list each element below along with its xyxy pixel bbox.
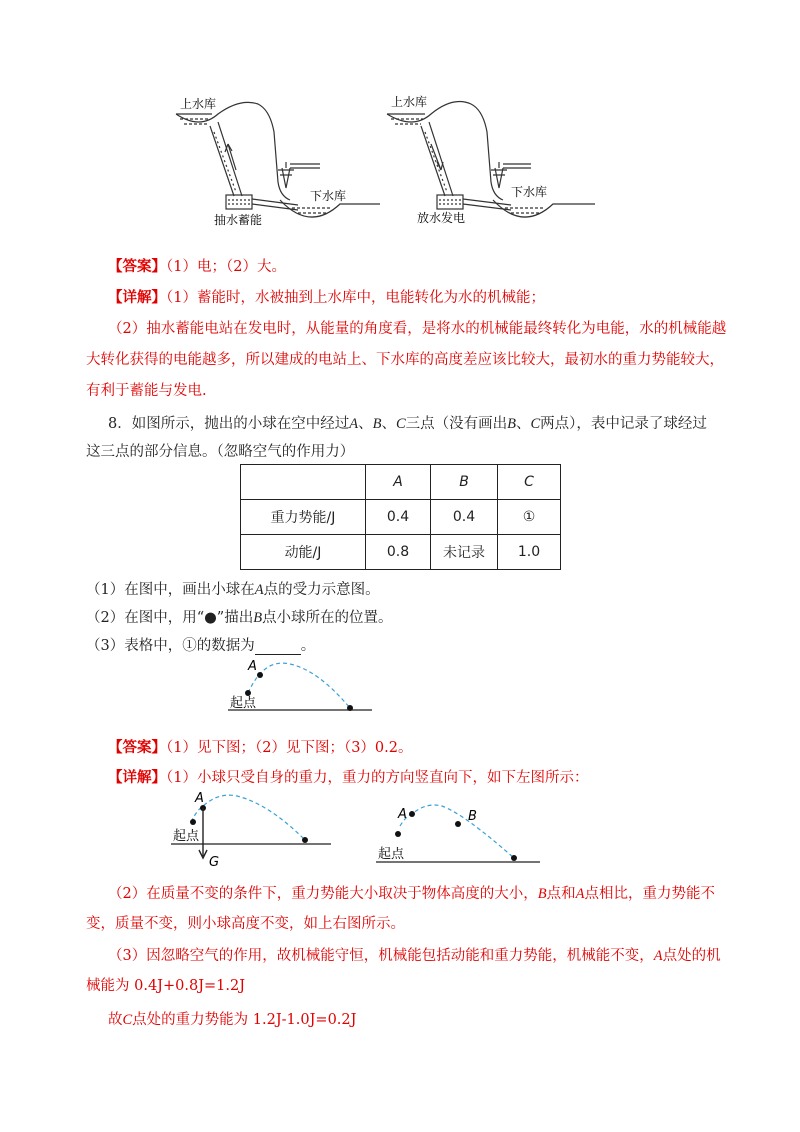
label-a: A [195, 791, 204, 806]
q8-stem-var-c: C [530, 416, 541, 432]
q8-detail-4-var-c: C [122, 1012, 133, 1028]
pump-caption: 抽水蓄能 [214, 213, 263, 227]
q8-detail-3-line2: 械能为 0.4J+0.8J=1.2J [86, 978, 246, 994]
table-row [241, 535, 561, 570]
q8-sub1-part: 点的受力示意图。 [263, 582, 380, 598]
q8-answer-tag: 【答案】 [108, 739, 166, 756]
q8-answer-right-figure [372, 800, 552, 868]
q7-answer [108, 255, 286, 276]
q8-sub3-part: 。 [300, 638, 316, 654]
q8-detail-1 [108, 766, 588, 787]
label-g: G [209, 855, 220, 868]
q8-sub2-part: （2）在图中，用“●”描出 [86, 610, 254, 626]
table-header-row [241, 465, 561, 500]
q8-answer [108, 736, 413, 757]
q8-stem-var-b: B [372, 416, 382, 432]
q8-detail-2-line2: 变，质量不变，则小球高度不变，如上右图所示。 [86, 916, 405, 932]
end-point [347, 705, 353, 711]
q7-detail-2-line3: 有利于蓄能与发电. [86, 383, 207, 399]
q8-stem-part: 两点），表中记录了球经过 [540, 416, 707, 432]
q8-answer-text: （1）见下图；（2）见下图；（3）0.2。 [166, 740, 413, 756]
q8-detail-4-part: 点处的重力势能为 1.2J-1.0J=0.2J [132, 1012, 357, 1028]
q8-detail-2-var-a: A [575, 886, 585, 902]
q8-stem-var-a: A [349, 416, 359, 432]
q8-sub3 [86, 634, 315, 655]
pump-storage-figure [170, 92, 380, 230]
q7-detail-1-text: （1）蓄能时，水被抽到上水库中，电能转化为水的机械能； [166, 290, 545, 306]
q8-detail-2-part: 点和 [546, 886, 576, 902]
q8-sub2 [86, 606, 393, 627]
point-a [257, 672, 263, 678]
table-cell: 动能/J [241, 535, 366, 570]
pump-lower-label: 下水库 [310, 189, 347, 203]
table-cell: ① [498, 500, 561, 535]
q8-sub1-var-a: A [254, 582, 264, 598]
end-point [511, 855, 517, 861]
table-cell: 1.0 [498, 535, 561, 570]
q8-sub3-part: （3）表格中，①的数据为 [86, 638, 255, 654]
q8-stem-line2: 这三点的部分信息。（忽略空气的作用力） [86, 444, 355, 460]
q8-sub1-part: （1）在图中，画出小球在 [86, 582, 255, 598]
q7-detail-2-line1: （2）抽水蓄能电站在发电时，从能量的角度看，是将水的机械能最终转化为电能，水的机械能越 [108, 321, 727, 337]
release-lower-label: 下水库 [511, 185, 548, 199]
q8-sub2-part: 点小球所在的位置。 [262, 610, 393, 626]
pump-upper-label: 上水库 [180, 97, 217, 111]
q8-detail-2-part: （2）在质量不变的条件下，重力势能大小取决于物体高度的大小， [108, 886, 538, 902]
q8-detail-1-text: （1）小球只受自身的重力，重力的方向竖直向下，如下左图所示： [166, 770, 589, 786]
q8-detail-3-line1 [108, 944, 721, 965]
start-point [395, 831, 401, 837]
q8-stem-part: 三点（没有画出 [405, 416, 508, 432]
table-cell: 0.8 [366, 535, 431, 570]
q7-detail-2-line2: 大转化获得的电能越多，所以建成的电站上、下水库的高度差应该比较大，最初水的重力势能较大， [86, 352, 724, 368]
q8-stem-sep: 、 [515, 416, 531, 432]
q8-stem-sep: 、 [358, 416, 373, 432]
q7-answer-text: （1）电；（2）大。 [166, 259, 286, 275]
table-header-cell: C [498, 465, 561, 500]
q8-sub1 [86, 578, 380, 599]
q8-detail-4 [108, 1008, 356, 1029]
q8-detail-3-var-a: A [653, 948, 663, 964]
label-a: A [248, 659, 257, 674]
end-point [302, 837, 308, 843]
table-header-cell [241, 465, 366, 500]
release-caption: 放水发电 [417, 211, 466, 225]
q8-sub2-var-b: B [253, 610, 263, 626]
table-cell: 0.4 [366, 500, 431, 535]
release-upper-label: 上水库 [391, 95, 428, 109]
label-b: B [468, 809, 477, 824]
q8-detail-2-part: 点相比，重力势能不 [584, 886, 715, 902]
q8-answer-left-figure [165, 788, 345, 868]
table-row [241, 500, 561, 535]
q8-stem-var-b: B [507, 416, 516, 432]
q7-answer-tag: 【答案】 [108, 258, 166, 275]
table-header-cell: A [366, 465, 431, 500]
q8-detail-3-part: （3）因忽略空气的作用，故机械能守恒，机械能包括动能和重力势能，机械能不变， [108, 948, 654, 964]
q8-data-table [240, 464, 561, 570]
table-cell: 重力势能/J [241, 500, 366, 535]
q8-trajectory-figure [220, 656, 380, 716]
label-start: 起点 [378, 847, 405, 862]
release-generation-figure [385, 92, 595, 230]
q8-detail-tag: 【详解】 [108, 769, 166, 786]
table-header-cell: B [431, 465, 498, 500]
table-cell: 未记录 [431, 535, 498, 570]
label-start: 起点 [230, 696, 257, 711]
q8-stem-part: 8．如图所示，抛出的小球在空中经过 [108, 416, 350, 432]
label-a: A [398, 807, 407, 822]
q8-detail-2-var-b: B [537, 886, 547, 902]
label-start: 起点 [173, 829, 200, 844]
point-a [409, 811, 415, 817]
q8-detail-3-part: 点处的机 [662, 948, 721, 964]
start-point [190, 819, 196, 825]
q8-detail-4-part: 故 [108, 1012, 123, 1028]
q8-stem-line1 [108, 412, 707, 433]
q8-stem-sep: 、 [381, 416, 396, 432]
q8-detail-2-line1 [108, 882, 715, 903]
q7-detail-1 [108, 286, 545, 307]
q7-detail-tag: 【详解】 [108, 289, 166, 306]
answer-blank[interactable] [255, 640, 301, 655]
table-cell: 0.4 [431, 500, 498, 535]
q8-stem-var-c: C [395, 416, 406, 432]
point-b [455, 821, 461, 827]
